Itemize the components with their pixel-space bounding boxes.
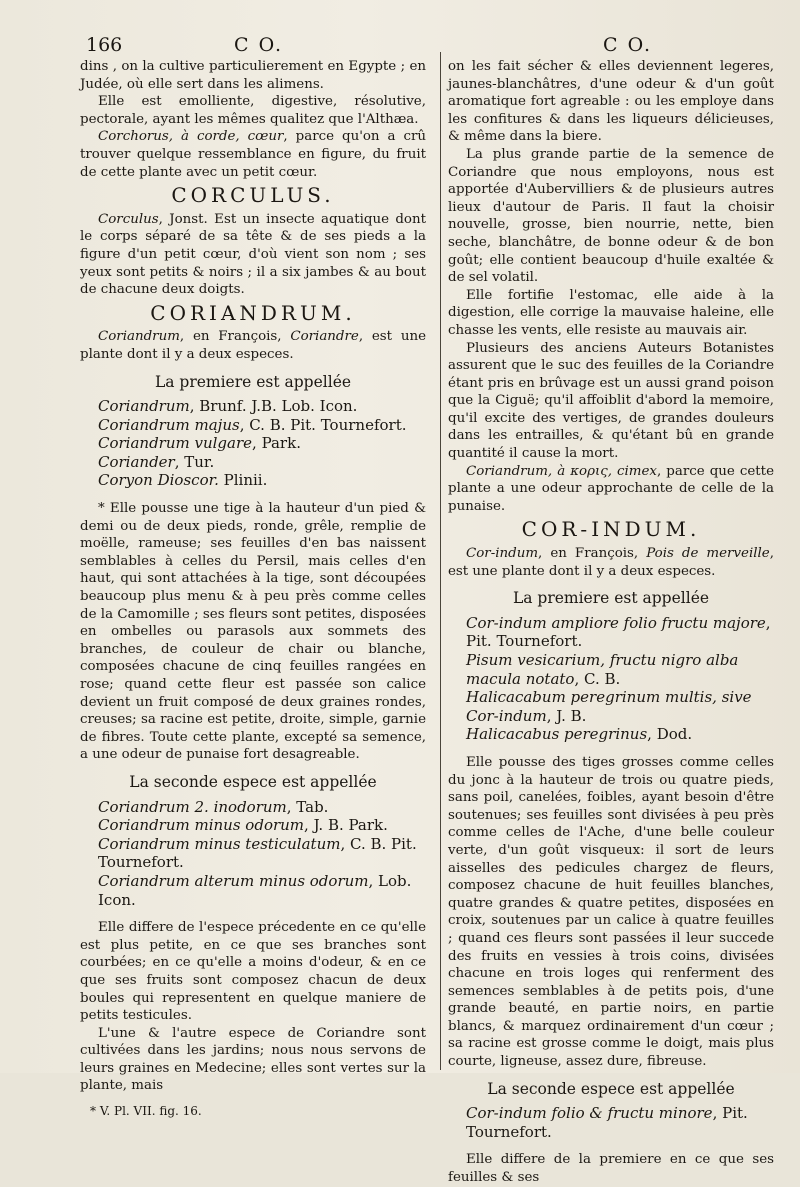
term: Coriandrum minus testiculatum [98,834,341,853]
text: , en François, [179,329,291,345]
subheading-first-species: La premiere est appellée [512,589,710,608]
synonym-list [80,798,426,910]
text: , est une plante dont il y a deux especes. [448,546,774,579]
paragraph: Elle differe de la premiere en ce que ses feuilles & ses [448,1152,774,1186]
left-column [80,58,426,1121]
running-head-right: C O. [603,34,653,56]
synonym-list [448,1104,774,1141]
source: , Pit. Tournefort. [466,1104,748,1141]
term: Coriandrum alterum minus odorum [98,871,369,890]
synonym-entry [466,725,774,744]
source: , Park. [252,434,301,453]
synonym-entry [98,872,426,909]
term: Cor-indum folio & fructu minore [466,1104,713,1123]
paragraph: Elle pousse des tiges grosses comme celles du jonc à la hauteur de trois ou quatre pieds, sans poil, canelées, foibles, ayant besoin d'être soutenues; ses feuilles sont divisées à peu près comme celles de l'Ache, d'une belle couleur verte, d'un goût visqueux: il sort de leurs aisselles des pedicules chargez de fleurs, composez chacune de huit feuilles blanches, quatre grandes & quatre petites, disposées en croix, soutenues par un calice à quatre feuilles ; quand ces fleurs sont passées il leur succede des fruits en vessies à trois coins, divisées chacune en trois loges qui renferment des semences semblables à de petits pois, d'une grande beauté, en partie noirs, en partie blancs, & marquez ordinairement d'un cœur ; sa racine est grosse comme le doigt, mais plus courte, ligneuse, assez dure, fibreuse. [448,754,774,1070]
source: , Tab. [286,797,329,816]
source: , C. B. Pit. Tournefort. [239,415,407,434]
source: , Brunf. J.B. Lob. Icon. [189,397,358,416]
paragraph [448,545,774,580]
term: Cor-indum [466,546,539,562]
source: Plinii. [218,471,268,490]
term: Coriander [98,452,175,471]
right-column [448,58,774,1187]
text: , parce qu'on a crû trouver quelque ressemblance en figure, du fruit de cette plante avec un petit cœur. [80,129,427,180]
term: Coriandrum 2. inodorum [98,797,287,816]
term: Pois de merveille [646,546,770,562]
term: Coriandrum, à κορις, cimex [466,463,657,479]
paragraph: * Elle pousse une tige à la hauteur d'un pied & demi ou de deux pieds, ronde, grêle, remplie de moëlle, rameuse; ses feuilles d'en bas naissent semblables à celles du Persil, mais celles d'en haut, qui sont attachées à la tige, sont découpées beaucoup plus menu & à peu près comme celles de la Camomille ; ses fleurs sont petites, disposées en ombelles ou parasols aux sommets des branches, de couleur de chair ou blanche, composées chacune de cinq feuilles rangées en rose; quand cette fleur est passée son calice devient un fruit composé de deux graines rondes, creuses; sa racine est petite, droite, simple, garnie de fibres. Toute cette plante, excepté sa semence, a une odeur de punaise fort desagreable. [80,501,426,763]
paragraph [80,211,426,299]
paragraph: Elle differe de l'espece précedente en ce qu'elle est plus petite, en ce que ses branches sont courbées; en ce qu'elle a moins d'odeur, & en ce que ses fruits sont composez chacun de deux boules qui representent en quelque maniere de petits testicules. [80,920,426,1024]
term: Halicacabus peregrinus [466,725,648,744]
synonym-entry [98,816,426,835]
source: , Pit. Tournefort. [466,613,771,651]
term: Coriandre [290,329,359,345]
running-head-left: C O. [234,34,284,56]
synonym-entry [466,651,774,688]
paragraph: Elle est emolliente, digestive, résolutive, pectorale, ayant les mêmes qualitez que l'Althæa. [80,94,426,127]
synonym-entry [98,471,426,490]
paragraph: Plusieurs des anciens Auteurs Botanistes assurent que le suc des feuilles de la Coriandre étant pris en brûvage est un aussi grand poison que la Ciguë; qu'il affoiblit d'abord la memoire, qu'il excite des vertiges, de grandes douleurs dans les entrailles, & qu'étant bû en grande quantité il cause la mort. [448,340,774,462]
synonym-entry [466,688,774,725]
synonym-list [448,614,774,744]
synonym-entry [98,835,426,872]
source: , C. B. Pit. Tournefort. [98,834,417,872]
text: , Jonst. Est un insecte aquatique dont le corps séparé de sa tête & de ses pieds a la figure d'un petit cœur, d'où vient son nom ; ses yeux sont petits & noirs ; il a six jambes & au bout de chacune deux doigts. [80,211,426,298]
term: Halicacabum peregrinum multis, sive Cor-indum [466,688,752,725]
column-divider [440,52,441,1070]
term: Coriandrum [98,329,180,345]
term: Coriandrum majus [98,415,240,434]
paragraph [448,463,774,516]
text: , est une plante dont il y a deux especes. [80,329,426,362]
term: Cor-indum ampliore folio fructu majore [466,613,766,632]
paragraph: on les fait sécher & elles deviennent legeres, jaunes-blanchâtres, d'une odeur & d'un goût aromatique fort agreable : ou les employe dans les confitures & dans les liqueurs délicieuses, & même dans la biere. [448,59,774,145]
source: , Dod. [647,725,693,744]
text: , parce que cette plante a une odeur approchante de celle de la punaise. [448,463,774,514]
term: Coriandrum vulgare [98,434,253,453]
subheading-first-species: La premiere est appellée [154,372,352,391]
synonym-entry [98,397,426,416]
source: , Tur. [174,452,215,471]
synonym-entry [98,453,426,472]
source: , J. B. Park. [304,816,388,835]
paragraph: La plus grande partie de la semence de Coriandre que nous employons, nous est apportée d'Aubervilliers & de plusieurs autres lieux d'autour de Paris. Il faut la choisir nouvelle, grosse, bien nourrie, nette, bien seche, blanchâtre, de bonne odeur & de bon goût; elle contient beaucoup d'huile exaltée & de sel volatil. [448,146,774,286]
paragraph [80,328,426,363]
source: , Lob. Icon. [98,871,412,909]
term: Pisum vesicarium, fructu nigro alba macula notato [466,651,739,688]
paragraph: Elle fortifie l'estomac, elle aide à la digestion, elle corrige la mauvaise haleine, elle chasse les vents, elle resiste au mauvais air. [448,287,774,338]
paragraph: dins , on la cultive particulierement en Egypte ; en Judée, où elle sert dans les alimens. [80,59,426,92]
text: , en François, [538,546,647,562]
term: Coryon Dioscor. [98,471,219,490]
page-number: 166 [86,34,123,56]
section-heading-coriandrum: CORIANDRUM. [150,300,356,325]
source: , J. B. [546,706,587,725]
synonym-entry [466,1104,774,1141]
section-heading-cor-indum: COR-INDUM. [521,517,701,542]
synonym-entry [98,798,426,817]
synonym-entry [98,434,426,453]
subheading-second-species: La seconde espece est appellée [487,1079,735,1098]
synonym-entry [466,614,774,651]
subheading-second-species: La seconde espece est appellée [129,772,377,791]
paragraph: L'une & l'autre espece de Coriandre sont cultivées dans les jardins; nous nous servons de leurs graines en Medecine; elles sont vertes sur la plante, mais [80,1025,426,1094]
paragraph [80,128,426,181]
footnote: * V. Pl. VII. fig. 16. [90,1104,202,1119]
synonym-list [80,397,426,490]
source: , C. B. [574,669,621,688]
synonym-entry [98,416,426,435]
term: Coriandrum minus odorum [98,816,305,835]
term: Corchorus, à corde, cœur [98,129,284,145]
term: Corculus [98,211,159,227]
term: Coriandrum [98,397,190,416]
section-heading-corculus: CORCULUS. [171,183,335,208]
